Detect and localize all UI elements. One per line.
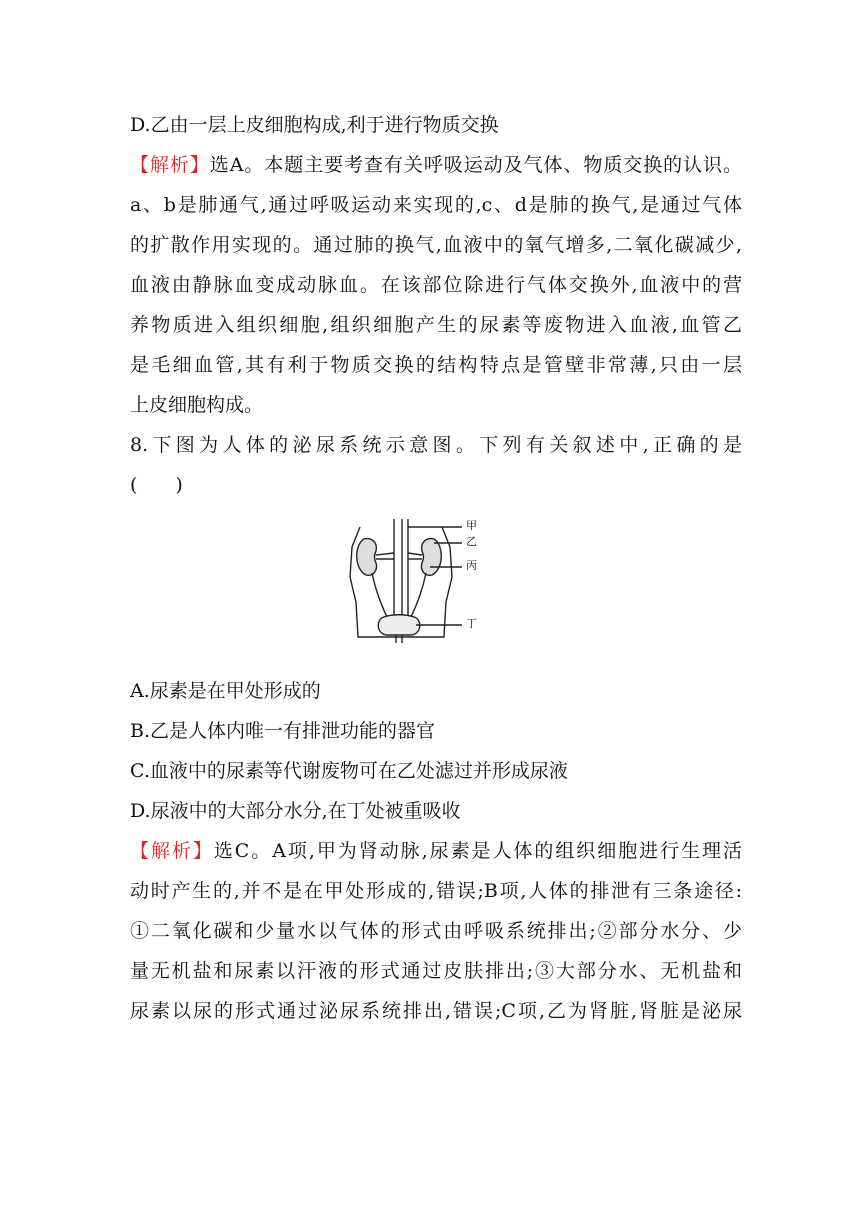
analysis-line: ①二氧化碳和少量水以气体的形式由呼吸系统排出;②部分水分、少 — [130, 920, 742, 942]
option-d: D.尿液中的大部分水分,在丁处被重吸收 — [130, 800, 461, 822]
option-c: C.血液中的尿素等代谢废物可在乙处滤过并形成尿液 — [130, 760, 568, 782]
figure-label-jia: 甲 — [466, 519, 477, 532]
analysis-block-1 — [130, 145, 742, 425]
figure-label-yi: 乙 — [466, 535, 477, 548]
analysis-line: 上皮细胞构成。 — [130, 394, 264, 416]
analysis-line: 【解析】选C。A项,甲为肾动脉,尿素是人体的组织细胞进行生理活 — [130, 840, 742, 862]
figure-label-bing: 丙 — [466, 559, 477, 572]
analysis-tag: 【解析】 — [130, 154, 210, 176]
analysis-line: 是毛细血管,其有利于物质交换的结构特点是管壁非常薄,只由一层 — [130, 354, 742, 376]
figure-label-ding: 丁 — [466, 617, 477, 630]
analysis-line: 血液由静脉血变成动脉血。在该部位除进行气体交换外,血液中的营 — [130, 274, 742, 296]
question-stem: 8.下图为人体的泌尿系统示意图。下列有关叙述中,正确的是 — [130, 434, 742, 456]
analysis-line: 量无机盐和尿素以汗液的形式通过皮肤排出;③大部分水、无机盐和 — [130, 960, 742, 982]
prev-option-d: D.乙由一层上皮细胞构成,利于进行物质交换 — [130, 114, 499, 136]
analysis-tag: 【解析】 — [130, 840, 214, 862]
analysis-line: 【解析】选A。本题主要考查有关呼吸运动及气体、物质交换的认识。 — [130, 154, 742, 176]
analysis-line: 的扩散作用实现的。通过肺的换气,血液中的氧气增多,二氧化碳减少, — [130, 234, 742, 256]
options-list — [130, 671, 742, 831]
analysis-block-2 — [130, 831, 742, 1031]
option-b: B.乙是人体内唯一有排泄功能的器官 — [130, 720, 436, 742]
analysis-line: 尿素以尿的形式通过泌尿系统排出,错误;C项,乙为肾脏,肾脏是泌尿 — [130, 1000, 742, 1022]
urinary-system-figure — [130, 511, 742, 661]
analysis-line: 养物质进入组织细胞,组织细胞产生的尿素等废物进入血液,血管乙 — [130, 314, 742, 336]
document-page — [130, 105, 742, 1031]
answer-blank: ( ) — [130, 474, 183, 496]
analysis-line: 动时产生的,并不是在甲处形成的,错误;B项,人体的排泄有三条途径: — [130, 880, 742, 902]
option-a: A.尿素是在甲处形成的 — [130, 680, 321, 702]
analysis-line: a、b是肺通气,通过呼吸运动来实现的,c、d是肺的换气,是通过气体 — [130, 194, 742, 216]
urinary-system-diagram — [346, 517, 486, 645]
question-8 — [130, 425, 742, 831]
